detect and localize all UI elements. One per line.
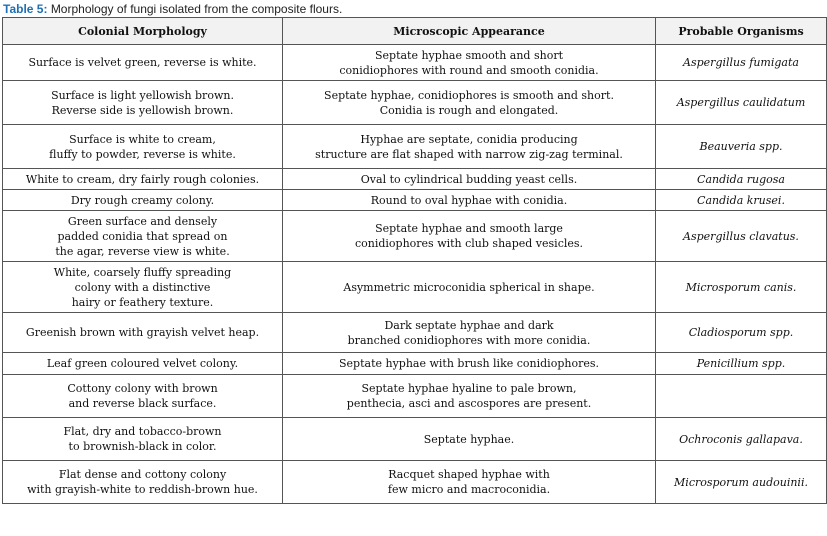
cell-line: Septate hyphae, conidiophores is smooth and short. <box>324 88 614 102</box>
cell-line: Greenish brown with grayish velvet heap. <box>25 326 260 339</box>
table-row <box>3 125 827 169</box>
cell-line: Surface is light yellowish brown. <box>51 88 234 102</box>
morphology-cell <box>3 169 283 190</box>
cell-line: Reverse side is yellowish brown. <box>51 103 234 117</box>
organism-cell: Candida krusei. <box>656 190 827 211</box>
cell-line: fluffy to powder, reverse is white. <box>49 147 236 161</box>
cell-line: Round to oval hyphae with conidia. <box>370 193 568 207</box>
fungi-morphology-table <box>2 17 827 504</box>
cell-line: the agar, reverse view is white. <box>55 244 230 258</box>
table-row <box>3 375 827 418</box>
caption-label: Table 5: <box>3 2 48 16</box>
cell-line: Dark septate hyphae and dark <box>384 318 554 332</box>
cell-line: Surface is velvet green, reverse is white. <box>28 56 257 69</box>
microscopy-cell <box>283 45 656 81</box>
cell-line: conidiophores with round and smooth conidia. <box>339 63 599 77</box>
cell-line: Asymmetric microconidia spherical in shape. <box>343 280 595 294</box>
cell-line: branched conidiophores with more conidia. <box>347 333 591 347</box>
microscopy-cell <box>283 461 656 504</box>
cell-line: Dry rough creamy colony. <box>70 193 215 207</box>
table-row <box>3 190 827 211</box>
organism-cell: Microsporum audouinii. <box>656 461 827 504</box>
header-row <box>3 18 827 45</box>
organism-cell: Candida rugosa <box>656 169 827 190</box>
morphology-cell <box>3 353 283 375</box>
organism-cell: Aspergillus clavatus. <box>656 211 827 262</box>
microscopy-cell <box>283 375 656 418</box>
morphology-cell <box>3 375 283 418</box>
table-caption <box>3 1 342 17</box>
organism-cell: Cladiosporum spp. <box>656 313 827 353</box>
caption-text: Morphology of fungi isolated from the composite flours. <box>50 2 343 16</box>
table-row <box>3 81 827 125</box>
morphology-cell <box>3 190 283 211</box>
cell-line: few micro and macroconidia. <box>387 483 551 496</box>
morphology-cell <box>3 461 283 504</box>
cell-line: padded conidia that spread on <box>57 229 228 243</box>
morphology-cell <box>3 125 283 169</box>
microscopy-cell <box>283 81 656 125</box>
morphology-cell <box>3 262 283 313</box>
table-row <box>3 211 827 262</box>
microscopy-cell <box>283 262 656 313</box>
cell-line: structure are flat shaped with narrow zig-zag terminal. <box>315 147 623 161</box>
microscopy-cell <box>283 169 656 190</box>
organism-cell: Beauveria spp. <box>656 125 827 169</box>
morphology-cell <box>3 418 283 461</box>
cell-line: penthecia, asci and ascospores are present. <box>346 397 592 410</box>
cell-line: Flat, dry and tobacco-brown <box>63 425 222 438</box>
cell-line: Septate hyphae and smooth large <box>375 222 563 235</box>
microscopy-cell <box>283 353 656 375</box>
table-row <box>3 45 827 81</box>
cell-line: hairy or feathery texture. <box>71 295 214 309</box>
organism-cell: Ochroconis gallapava. <box>656 418 827 461</box>
organism-cell: Aspergillus fumigata <box>656 45 827 81</box>
cell-line: Septate hyphae. <box>423 432 515 446</box>
organism-cell: Aspergillus caulidatum <box>656 81 827 125</box>
cell-line: Septate hyphae smooth and short <box>374 48 563 62</box>
cell-line: conidiophores with club shaped vesicles. <box>354 237 584 250</box>
cell-line: White, coarsely fluffy spreading <box>53 265 232 279</box>
cell-line: Racquet shaped hyphae with <box>388 468 550 481</box>
microscopy-cell <box>283 125 656 169</box>
organism-cell: Penicillium spp. <box>656 353 827 375</box>
cell-line: with grayish-white to reddish-brown hue. <box>27 483 258 496</box>
organism-cell <box>656 375 827 418</box>
morphology-cell <box>3 313 283 353</box>
cell-line: Leaf green coloured velvet colony. <box>46 357 239 370</box>
cell-line: Cottony colony with brown <box>67 382 218 395</box>
cell-line: to brownish-black in color. <box>68 440 217 453</box>
cell-line: Flat dense and cottony colony <box>58 468 227 481</box>
morphology-cell <box>3 211 283 262</box>
table-row <box>3 169 827 190</box>
header-probable-organisms: Probable Organisms <box>656 18 827 45</box>
table-row <box>3 418 827 461</box>
cell-line: Surface is white to cream, <box>69 132 216 146</box>
morphology-cell <box>3 45 283 81</box>
cell-line: and reverse black surface. <box>68 397 217 410</box>
header-microscopic-appearance: Microscopic Appearance <box>283 18 656 45</box>
microscopy-cell <box>283 190 656 211</box>
table-row <box>3 353 827 375</box>
microscopy-cell <box>283 418 656 461</box>
cell-line: Conidia is rough and elongated. <box>379 103 559 117</box>
cell-line: Hyphae are septate, conidia producing <box>360 132 578 146</box>
header-colonial-morphology: Colonial Morphology <box>3 18 283 45</box>
cell-line: Septate hyphae hyaline to pale brown, <box>361 382 577 395</box>
microscopy-cell <box>283 211 656 262</box>
table-row <box>3 262 827 313</box>
cell-line: Oval to cylindrical budding yeast cells. <box>360 172 578 186</box>
table-row <box>3 461 827 504</box>
table-row <box>3 313 827 353</box>
cell-line: Septate hyphae with brush like conidiophores. <box>339 357 599 370</box>
cell-line: Green surface and densely <box>67 214 218 228</box>
cell-line: colony with a distinctive <box>74 280 211 294</box>
cell-line: White to cream, dry fairly rough colonies. <box>25 172 260 186</box>
morphology-cell <box>3 81 283 125</box>
microscopy-cell <box>283 313 656 353</box>
organism-cell: Microsporum canis. <box>656 262 827 313</box>
